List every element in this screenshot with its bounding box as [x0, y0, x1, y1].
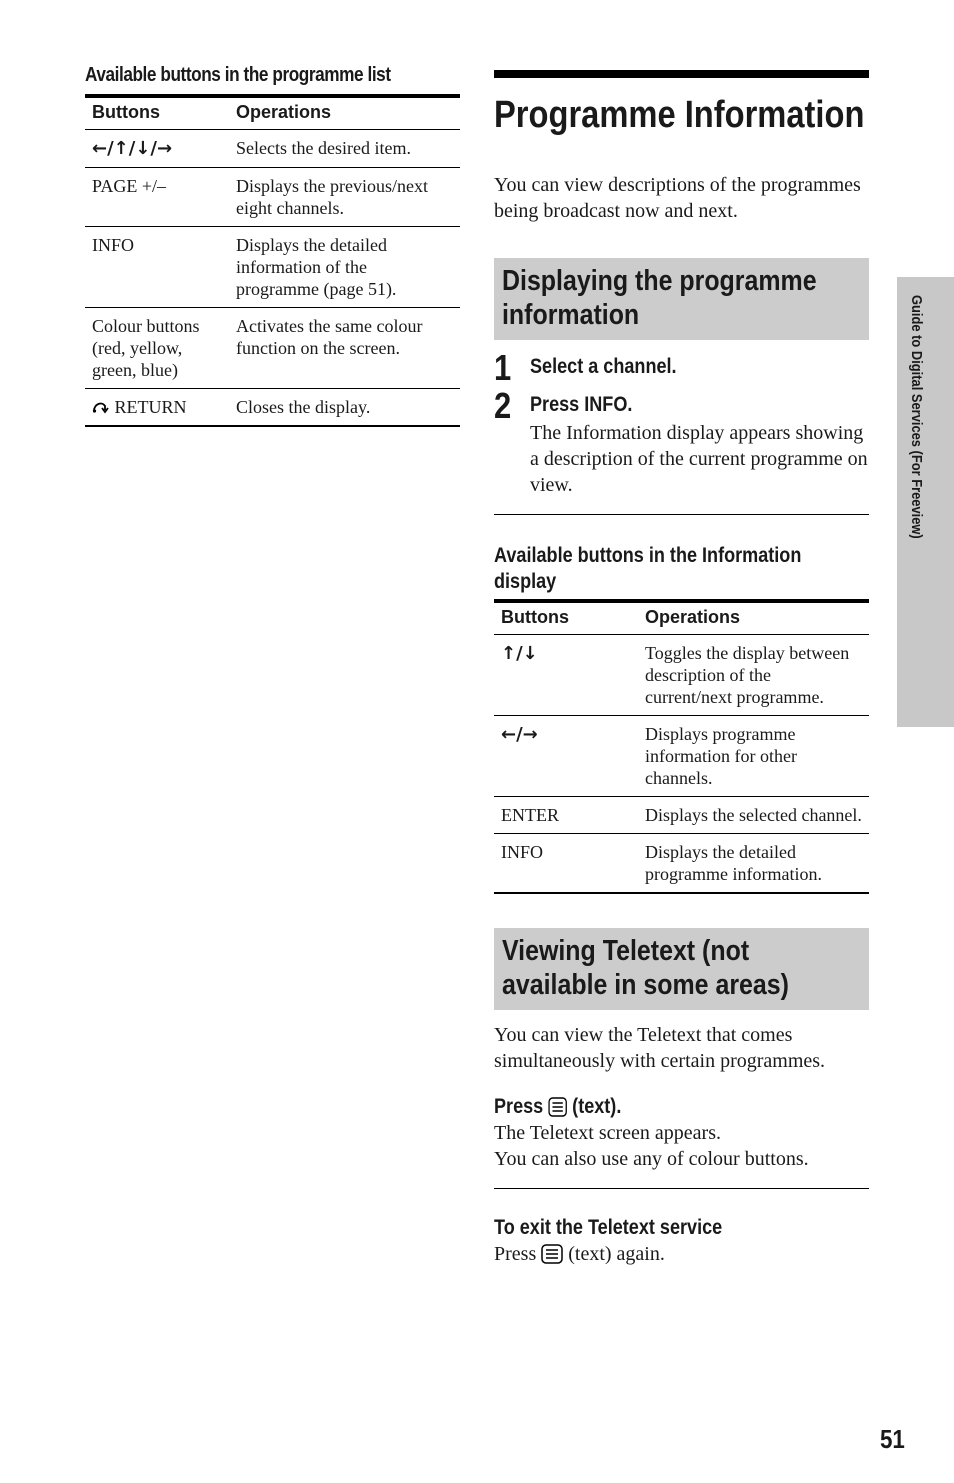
section-heading-line2: available in some areas)	[502, 969, 789, 1001]
exit-press: Press	[494, 1243, 537, 1265]
info-table-caption-line2: display	[494, 570, 557, 593]
intro-text: You can view descriptions of the programmes being broadcast now and next.	[494, 174, 861, 222]
step-number: 1	[494, 347, 512, 388]
teletext-icon	[541, 1244, 563, 1264]
step-1	[494, 347, 869, 388]
arrow-keys-icon: ←/↑/↓/→	[92, 138, 173, 159]
header-buttons: Buttons	[494, 601, 638, 635]
press-suffix: (text).	[572, 1095, 622, 1118]
operation-text: Displays programme information for other channels.	[638, 716, 869, 797]
header-operations: Operations	[638, 601, 869, 635]
info-buttons	[494, 543, 869, 894]
info-table-caption-line1: Available buttons in the Information	[494, 544, 802, 567]
page-title: Programme Information	[494, 94, 865, 136]
button-name: PAGE +/–	[85, 168, 229, 227]
table-row	[85, 308, 460, 389]
section-heading-line2: information	[502, 299, 640, 331]
operation-text: Activates the same colour function on the screen.	[229, 308, 460, 389]
section-displaying	[494, 258, 869, 340]
button-name: RETURN	[114, 397, 187, 417]
programme-list-buttons	[85, 62, 460, 427]
teletext-line2: You can also use any of colour buttons.	[494, 1148, 809, 1170]
table-row	[494, 635, 869, 716]
exit-teletext	[494, 1215, 869, 1267]
step-label: Press INFO.	[530, 393, 633, 416]
table-row	[85, 168, 460, 227]
header-buttons: Buttons	[85, 96, 229, 130]
section-teletext	[494, 928, 869, 1010]
programme-list-caption: Available buttons in the programme list	[85, 64, 391, 86]
divider	[494, 514, 869, 515]
operation-text: Displays the previous/next eight channels.	[229, 168, 460, 227]
operation-text: Closes the display.	[229, 389, 460, 427]
up-down-arrow-icon: ↑/↓	[501, 643, 538, 664]
step-label: Select a channel.	[530, 355, 677, 378]
operation-text: Selects the desired item.	[229, 130, 460, 168]
section-heading-line1: Viewing Teletext (not	[502, 935, 750, 967]
programme-information	[494, 70, 869, 1267]
header-operations: Operations	[229, 96, 460, 130]
section-heading-line1: Displaying the programme	[502, 265, 817, 297]
operation-text: Displays the detailed programme information.	[638, 834, 869, 894]
teletext-line1: The Teletext screen appears.	[494, 1122, 722, 1144]
title-rule	[494, 70, 869, 78]
press-label: Press	[494, 1095, 544, 1118]
press-text-step	[494, 1094, 869, 1172]
table-row	[494, 834, 869, 894]
return-icon	[92, 397, 110, 411]
button-name: ENTER	[494, 797, 638, 834]
left-right-arrow-icon: ←/→	[501, 724, 538, 745]
table-row	[85, 389, 460, 427]
operation-text: Displays the detailed information of the programme (page 51).	[229, 227, 460, 308]
step-2	[494, 385, 869, 498]
table-row	[85, 227, 460, 308]
button-name: INFO	[494, 834, 638, 894]
teletext-intro: You can view the Teletext that comes simultaneously with certain programmes.	[494, 1024, 826, 1072]
operation-text: Toggles the display between description of the current/next programme.	[638, 635, 869, 716]
step-body: The Information display appears showing a description of the current programme on view.	[530, 422, 868, 496]
table-row	[494, 797, 869, 834]
exit-heading: To exit the Teletext service	[494, 1216, 723, 1239]
section-side-tab	[897, 277, 954, 727]
programme-list-table	[85, 94, 460, 427]
button-name: Colour buttons (red, yellow, green, blue)	[85, 308, 229, 389]
side-tab-label: Guide to Digital Services (For Freeview)	[908, 295, 925, 539]
exit-suffix: (text) again.	[568, 1243, 665, 1265]
info-table	[494, 599, 869, 894]
page-number: 51	[880, 1424, 905, 1454]
divider	[494, 1188, 869, 1189]
step-number: 2	[494, 385, 512, 426]
button-name: INFO	[85, 227, 229, 308]
teletext-icon	[548, 1097, 567, 1117]
table-row	[494, 716, 869, 797]
operation-text: Displays the selected channel.	[638, 797, 869, 834]
table-row	[85, 130, 460, 168]
